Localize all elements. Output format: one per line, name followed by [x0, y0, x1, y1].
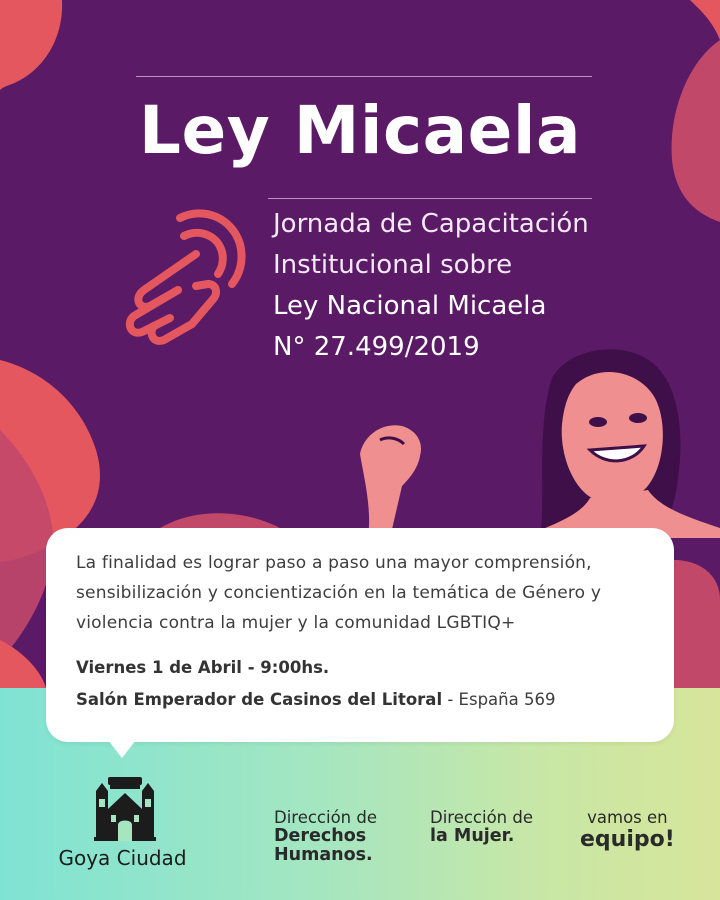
- subtitle-line: Jornada de Capacitación: [273, 209, 589, 239]
- portrait-illustration: [340, 338, 720, 538]
- subtitle-line: N° 27.499/2019: [273, 332, 480, 362]
- event-venue: Salón Emperador de Casinos del Litoral: [76, 690, 443, 709]
- event-details: [76, 652, 650, 716]
- event-date: Viernes 1 de Abril - 9:00hs.: [76, 658, 330, 677]
- footer-text-bold: equipo!: [580, 827, 675, 852]
- description-line: La finalidad es lograr paso a paso una mayor comprensión,: [76, 553, 592, 573]
- top-rule: [136, 76, 592, 77]
- footer-text-bold: la Mujer.: [430, 826, 515, 846]
- subtitle-line: Ley Nacional Micaela: [273, 291, 547, 321]
- event-address: - España 569: [442, 690, 556, 709]
- footer-mujer: [430, 808, 533, 846]
- page-title: Ley Micaela: [138, 92, 582, 169]
- footer-text-bold: Humanos.: [274, 845, 373, 865]
- logo-text: Goya Ciudad: [58, 846, 187, 870]
- info-card: [46, 528, 674, 742]
- pointing-hand-icon: [104, 198, 254, 358]
- footer-text: vamos en: [587, 808, 668, 827]
- description-line: violencia contra la mujer y la comunidad LGBTIQ+: [76, 613, 516, 633]
- footer-text: Dirección de: [274, 808, 378, 827]
- footer-derechos-humanos: [274, 808, 377, 865]
- description-line: sensibilización y concientización en la temática de Género y: [76, 583, 602, 603]
- mid-rule: [268, 198, 592, 199]
- card-tail: [108, 740, 136, 758]
- footer-equipo: [580, 808, 675, 853]
- footer-text: Dirección de: [430, 808, 534, 827]
- subtitle-line: Institucional sobre: [273, 250, 513, 280]
- footer-text-bold: Derechos: [274, 826, 367, 846]
